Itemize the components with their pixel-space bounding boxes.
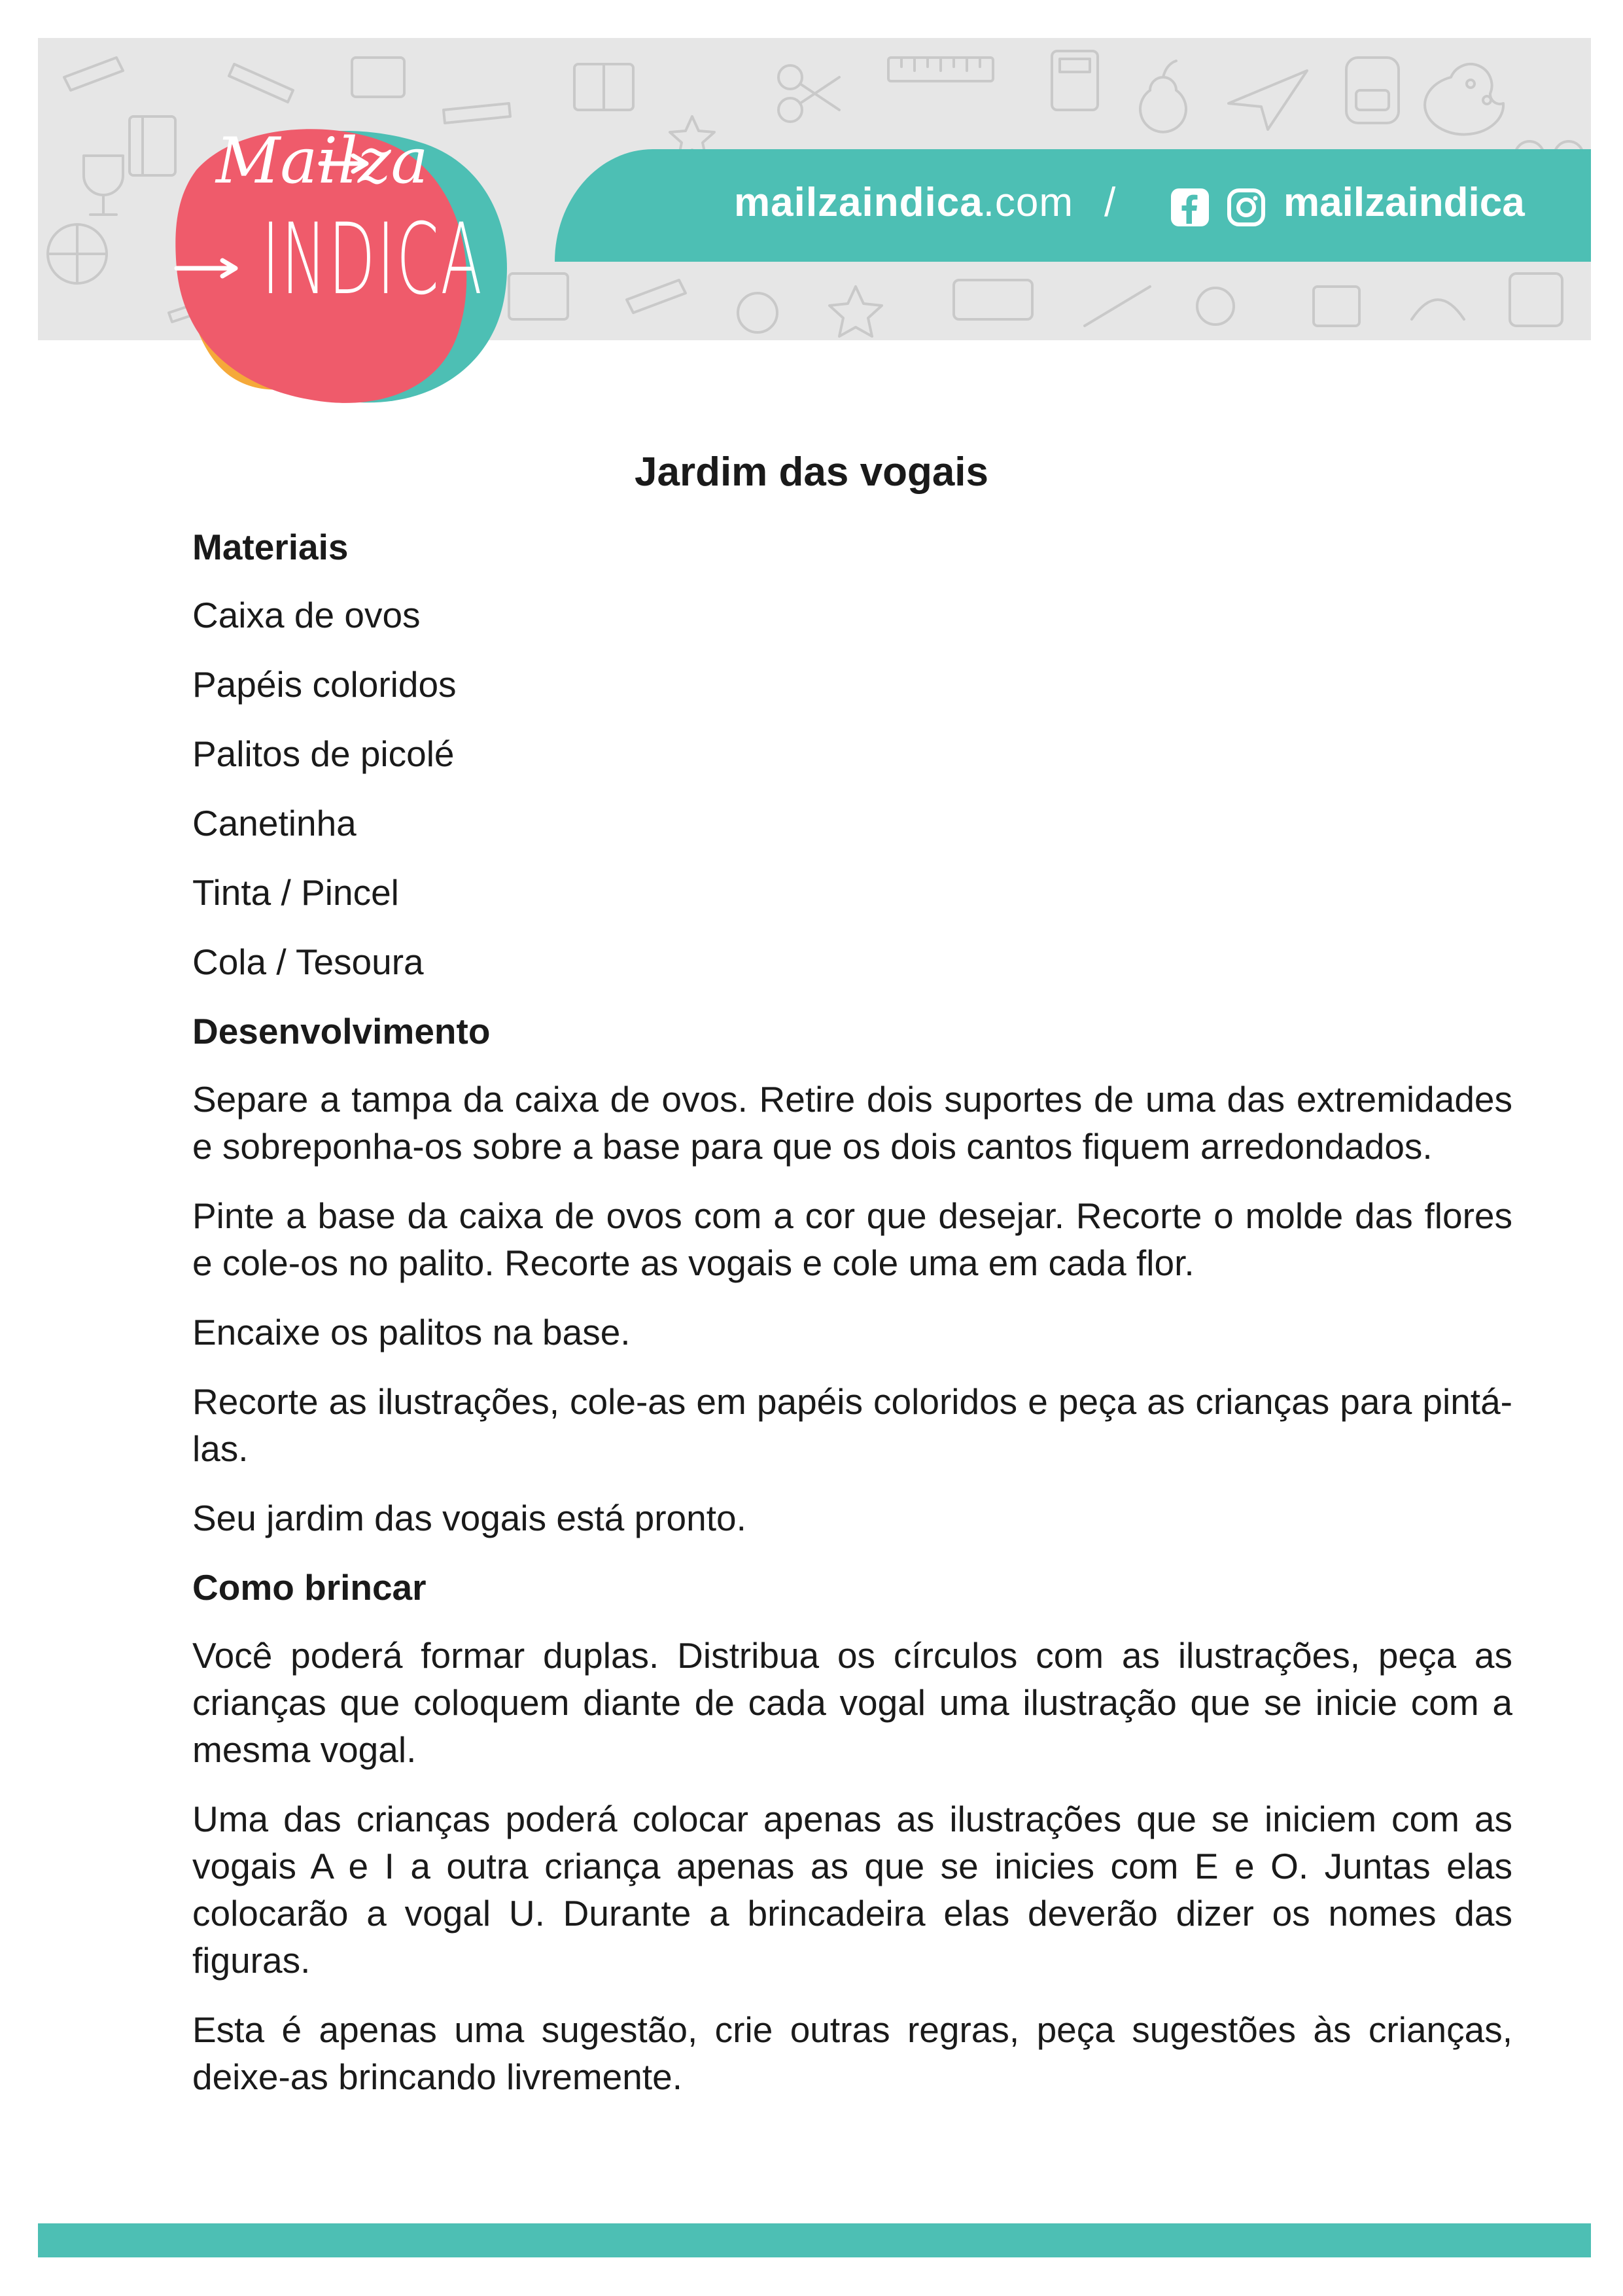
document-body xyxy=(192,523,1512,2123)
material-item: Canetinha xyxy=(192,803,357,843)
material-item: Caixa de ovos xyxy=(192,595,421,635)
development-paragraph: Recorte as ilustrações, cole-as em papéis coloridos e peça as crianças para pintá-las. xyxy=(192,1381,1512,1469)
material-item: Palitos de picolé xyxy=(192,733,455,774)
how-to-play-paragraph: Você poderá formar duplas. Distribua os círculos com as ilustrações, peça as crianças que coloquem diante de cada vogal uma ilustração que se inicie com a mesma vogal. xyxy=(192,1635,1512,1770)
page-title: Jardim das vogais xyxy=(634,450,989,495)
material-item: Cola / Tesoura xyxy=(192,942,424,982)
material-item: Papéis coloridos xyxy=(192,664,457,705)
development-paragraph: Pinte a base da caixa de ovos com a cor que desejar. Recorte o molde das flores e cole-os no palito. Recorte as vogais e cole uma em cada flor. xyxy=(192,1195,1512,1283)
logo-text-indica: INDICA xyxy=(262,203,484,317)
instagram-icon[interactable] xyxy=(1226,187,1266,228)
material-item: Tinta / Pincel xyxy=(192,872,399,913)
facebook-icon[interactable] xyxy=(1170,187,1210,228)
website-link[interactable] xyxy=(734,179,1073,226)
logo-text-mailza: Mailza xyxy=(216,124,428,198)
development-paragraph: Seu jardim das vogais está pronto. xyxy=(192,1498,746,1538)
materials-heading: Materiais xyxy=(192,527,349,567)
website-name: mailzaindica xyxy=(734,180,983,225)
how-to-play-paragraph: Esta é apenas uma sugestão, crie outras regras, peça sugestões às crianças, deixe-as brincando livremente. xyxy=(192,2009,1512,2097)
development-paragraph: Encaixe os palitos na base. xyxy=(192,1312,631,1352)
development-heading: Desenvolvimento xyxy=(192,1011,491,1051)
page-header xyxy=(0,0,1623,419)
how-to-play-paragraph: Uma das crianças poderá colocar apenas as ilustrações que se iniciem com as vogais A e I a outra criança apenas as que se inicies com E e O. Juntas elas colocarão a vogal U. Durante a brincadeira elas deverão dizer os nomes das figuras. xyxy=(192,1799,1512,1981)
website-tld: .com xyxy=(983,180,1074,225)
how-to-play-heading: Como brincar xyxy=(192,1567,427,1608)
materials-list xyxy=(192,592,1512,985)
banner-separator: / xyxy=(1104,180,1116,225)
development-paragraph: Separe a tampa da caixa de ovos. Retire dois suportes de uma das extremidades e sobreponha-os sobre a base para que os dois cantos fiquem arredondados. xyxy=(192,1079,1512,1167)
social-handle[interactable]: mailzaindica xyxy=(1283,180,1525,225)
footer-bar xyxy=(38,2223,1591,2257)
